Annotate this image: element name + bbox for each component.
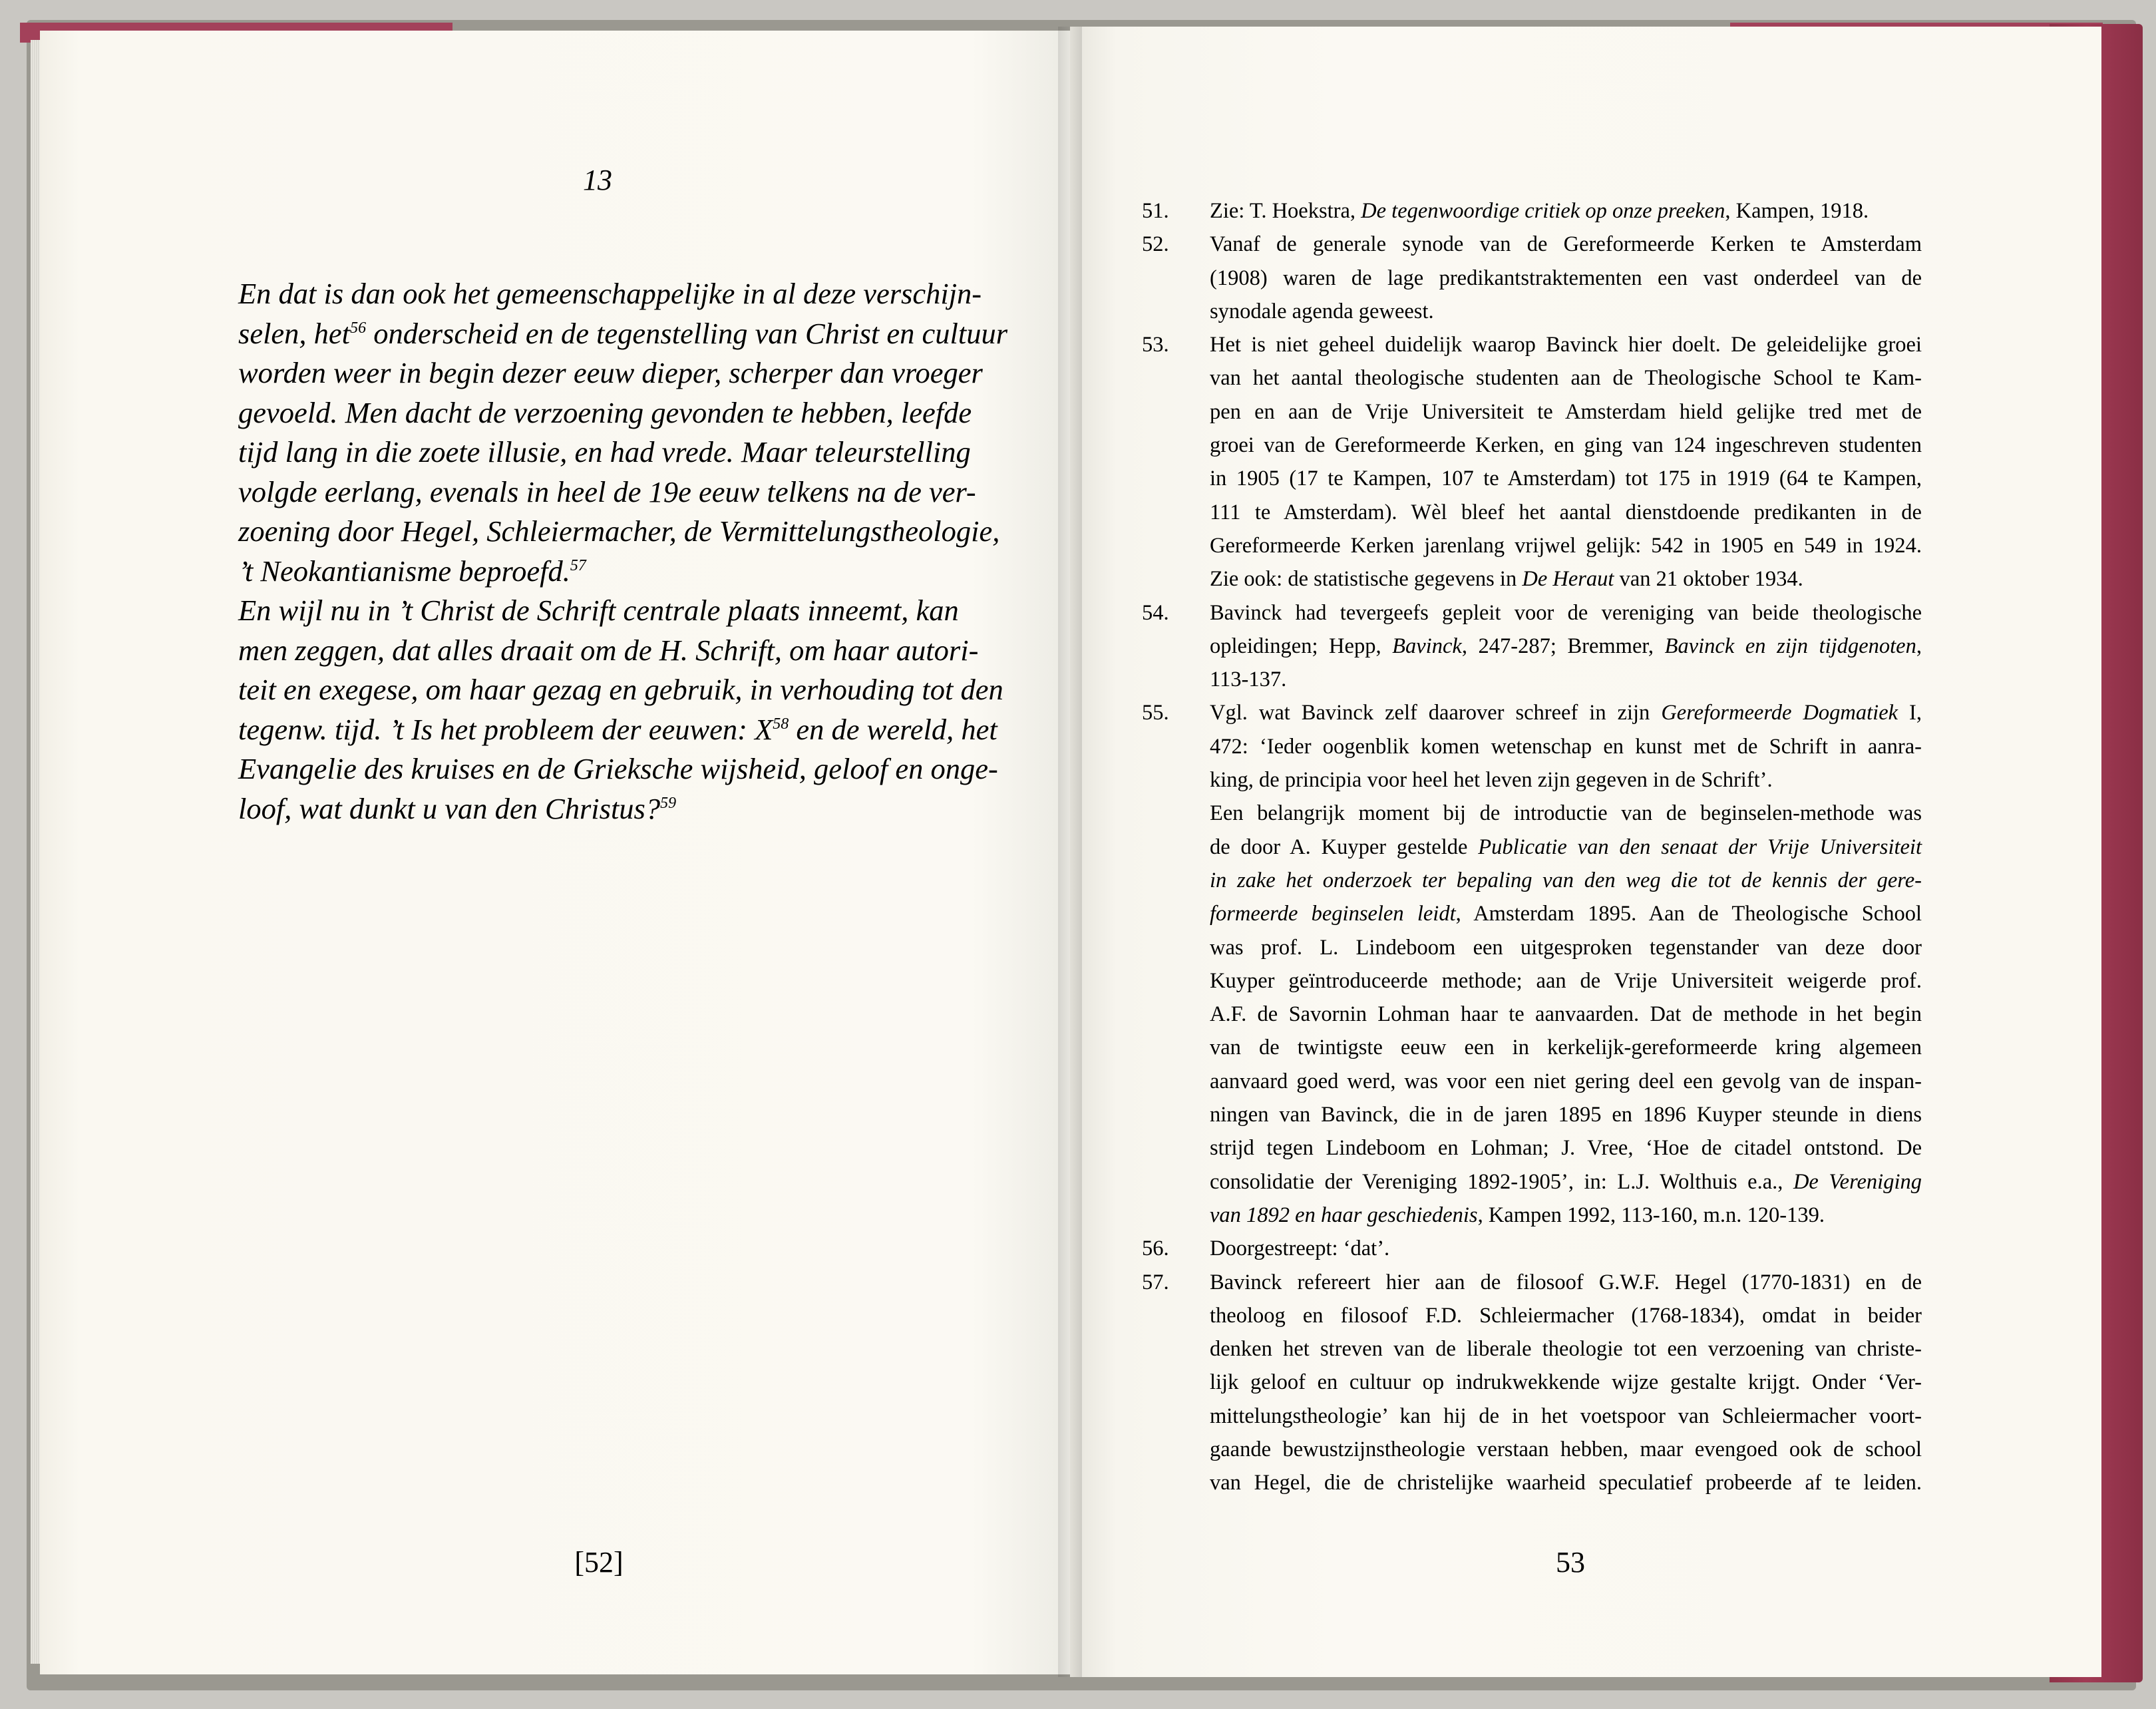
page-number-left: [52] <box>574 1546 624 1579</box>
text-run: king, de principia voor heel het leven zijn gegeven in de Schrift’. <box>1210 768 1773 793</box>
footnote-body <box>1210 328 1922 596</box>
footnote-body <box>1210 596 1922 697</box>
footnote-line <box>1210 228 1922 261</box>
footnote-line <box>1210 897 1922 930</box>
footnote-line <box>1210 998 1922 1031</box>
footnote-number: 51. <box>1142 199 1169 223</box>
text-run: Evangelie des kruises en de Grieksche wijsheid, geloof en onge- <box>238 752 998 785</box>
italic-title: De Vereniging <box>1793 1169 1922 1194</box>
text-run: 113-137. <box>1210 667 1287 692</box>
footnote-body <box>1210 1266 1922 1500</box>
footnote-line <box>1210 1165 1922 1199</box>
footnote-ref: 57 <box>570 556 586 574</box>
text-run: synodale agenda geweest. <box>1210 299 1434 323</box>
footnote-line <box>1210 864 1922 897</box>
text-run: tijd lang in die zoete illusie, en had vrede. Maar teleurstelling <box>238 435 971 469</box>
text-run: Bavinck had tevergeefs gepleit voor de vereniging van beide theologische <box>1210 600 1922 625</box>
text-run: strijd tegen Lindeboom en Lohman; J. Vree, ‘Hoe de citadel ontstond. De <box>1210 1136 1922 1161</box>
quote-text <box>238 274 1008 829</box>
footnote-line <box>1210 529 1922 562</box>
footnote-line <box>1210 496 1922 529</box>
text-run: En wijl nu in ’t Christ de Schrift centrale plaats inneemt, kan <box>238 594 959 627</box>
book-gutter <box>1058 27 1082 1677</box>
footnote-line <box>1210 663 1922 696</box>
text-run: en de wereld, het <box>789 712 997 746</box>
footnote-line <box>1210 1299 1922 1332</box>
footnote-line <box>1210 1466 1922 1499</box>
footnote-line <box>1210 1065 1922 1098</box>
page-number-right: 53 <box>1556 1546 1585 1579</box>
footnote-number: 55. <box>1142 701 1169 725</box>
text-run: van 21 oktober 1934. <box>1614 567 1803 592</box>
footnote-number: 52. <box>1142 232 1169 257</box>
text-run: worden weer in begin dezer eeuw dieper, scherper dan vroeger <box>238 356 983 389</box>
text-run: , 247-287; Bremmer, <box>1461 634 1665 658</box>
footnote-line <box>1210 395 1922 429</box>
quote-line <box>238 591 957 631</box>
text-run: gevoeld. Men dacht de verzoening gevonden te hebben, leefde <box>238 395 972 429</box>
footnote-line <box>1210 831 1922 864</box>
text-run: de door A. Kuyper gestelde <box>1210 835 1479 859</box>
quote-line <box>238 670 1003 710</box>
text-run: teit en exegese, om haar gezag en gebruik, in verhouding tot den <box>238 673 1003 706</box>
quote-line <box>238 749 998 789</box>
text-run: gaande bewustzijnstheologie verstaan hebben, maar evengoed ook de school <box>1210 1437 1922 1461</box>
footnote-line <box>1210 696 1922 729</box>
text-run: zoening door Hegel, Schleiermacher, de Vermittelungstheologie, <box>238 514 1000 548</box>
text-run: van de twintigste eeuw een in kerkelijk-gereformeerde kring algemeen <box>1210 1036 1922 1060</box>
text-run: I, <box>1898 701 1922 725</box>
text-run: Kuyper geïntroduceerde methode; aan de Vrije Universiteit weigerde prof. <box>1210 968 1922 993</box>
text-run: mittelungstheologie’ kan hij de in het voetspoor van Schleiermacher voort- <box>1210 1404 1922 1428</box>
footnote-line <box>1210 262 1922 295</box>
text-run: men zeggen, dat alles draait om de H. Schrift, om haar autori- <box>238 633 979 667</box>
text-run: volgde eerlang, evenals in heel de 19e eeuw telkens na de ver- <box>238 475 976 508</box>
footnote-body <box>1210 696 1922 1232</box>
footnote-line <box>1210 194 1922 228</box>
italic-title: De Heraut <box>1522 567 1614 592</box>
text-run: Een belangrijk moment bij de introductie van de beginselen-methode was <box>1210 801 1922 826</box>
text-run: A.F. de Savornin Lohman haar te aanvaarden. Dat de methode in het begin <box>1210 1002 1922 1027</box>
text-run: van Hegel, die de christelijke waarheid speculatief probeerde af te leiden. <box>1210 1471 1922 1495</box>
footnote-number: 56. <box>1142 1236 1169 1261</box>
footnote-line <box>1210 328 1922 361</box>
footnote-line <box>1210 361 1922 395</box>
footnote <box>1142 596 1922 697</box>
footnote-line <box>1210 964 1922 998</box>
text-run: , Kampen, 1918. <box>1725 199 1869 223</box>
italic-title: van 1892 en haar geschiedenis <box>1210 1203 1478 1227</box>
footnote-line <box>1210 630 1922 663</box>
italic-title: De tegenwoordige critiek op onze preeken <box>1361 199 1725 223</box>
footnote-line <box>1210 1131 1922 1165</box>
italic-title: Bavinck en zijn tijdgenoten <box>1664 634 1916 658</box>
text-run: Bavinck refereert hier aan de filosoof G.W.F. Hegel (1770-1831) en de <box>1210 1270 1922 1294</box>
text-run: Doorgestreept: ‘dat’. <box>1210 1236 1390 1261</box>
quote-line <box>238 512 1000 552</box>
italic-title: Gereformeerde Dogmatiek <box>1661 701 1898 725</box>
footnote-ref: 56 <box>350 319 367 337</box>
text-run: pen en aan de Vrije Universiteit te Amsterdam hield gelijke tred met de <box>1210 399 1922 424</box>
text-run: En dat is dan ook het gemeenschappelijke in al deze verschijn- <box>238 277 982 310</box>
footnote-line <box>1210 1400 1922 1433</box>
text-run: consolidatie der Vereniging 1892-1905’, in: L.J. Wolthuis e.a., <box>1210 1169 1793 1194</box>
text-run: , Amsterdam 1895. Aan de Theologische School <box>1455 902 1922 926</box>
text-run: Vgl. wat Bavinck zelf daarover schreef in zijn <box>1210 701 1662 725</box>
footnote <box>1142 1266 1922 1500</box>
footnote-line <box>1210 1199 1922 1232</box>
quote-line <box>238 710 997 750</box>
text-run: in 1905 (17 te Kampen, 107 te Amsterdam) tot 175 in 1919 (64 te Kampen, <box>1210 467 1922 491</box>
footnote-line <box>1210 1433 1922 1466</box>
footnote-line <box>1210 429 1922 462</box>
text-run: denken het streven van de liberale theologie tot een verzoening van christe- <box>1210 1337 1922 1362</box>
text-run: (1908) waren de lage predikantstraktementen een vast onderdeel van de <box>1210 266 1922 290</box>
text-run: lijk geloof en cultuur op indrukwekkende wijze gestalte krijgt. Onder ‘Ver- <box>1210 1370 1922 1395</box>
text-run: Zie: T. Hoekstra, <box>1210 199 1361 223</box>
italic-title: Publicatie van den senaat der Vrije Universiteit <box>1478 835 1922 859</box>
quote-line <box>238 631 979 671</box>
text-run: Vanaf de generale synode van de Gereformeerde Kerken te Amsterdam <box>1210 232 1922 257</box>
footnote-body <box>1210 1232 1922 1265</box>
quote-line <box>238 274 982 314</box>
footnote-ref: 59 <box>660 794 677 812</box>
italic-title: Bavinck <box>1392 634 1462 658</box>
text-run: ’t Neokantianisme beproefd. <box>238 554 570 588</box>
text-run: tegenw. tijd. ’t Is het probleem der eeuwen: X <box>238 712 773 746</box>
chapter-number: 13 <box>583 164 612 196</box>
footnote-ref: 58 <box>773 715 789 733</box>
quote-line <box>238 314 1008 354</box>
text-run: , Kampen 1992, 113-160, m.n. 120-139. <box>1477 1203 1825 1227</box>
text-run: theoloog en filosoof F.D. Schleiermacher (1768-1834), omdat in beider <box>1210 1303 1922 1328</box>
footnote-body <box>1210 228 1922 328</box>
quote-line <box>238 789 957 829</box>
text-run: Zie ook: de statistische gegevens in <box>1210 567 1523 592</box>
italic-title: formeerde beginselen leidt <box>1210 902 1456 926</box>
footnote-body <box>1210 194 1922 228</box>
italic-title: in zake het onderzoek ter bepaling van den weg die tot de kennis der gere- <box>1210 868 1922 892</box>
footnote-line <box>1210 797 1922 830</box>
footnote-number: 53. <box>1142 333 1169 357</box>
quote-line <box>238 353 983 393</box>
text-run: opleidingen; Hepp, <box>1210 634 1393 658</box>
footnote <box>1142 228 1922 328</box>
footnote-line <box>1210 1232 1922 1265</box>
text-run: aanvaard goed werd, was voor een niet gering deel een gevolg van de inspan- <box>1210 1069 1922 1093</box>
text-run: , <box>1916 634 1922 658</box>
quote-line <box>238 552 957 592</box>
footnote-line <box>1210 931 1922 964</box>
text-run: 472: ‘Ieder oogenblik komen wetenschap en kunst met de Schrift in aanra- <box>1210 734 1922 759</box>
footnote-line <box>1210 1332 1922 1366</box>
text-run: Het is niet geheel duidelijk waarop Bavinck hier doelt. De geleidelijke groei <box>1210 333 1922 357</box>
footnote-line <box>1210 1266 1922 1299</box>
footnote <box>1142 696 1922 1232</box>
footnotes-list <box>1142 194 1922 1500</box>
footnote-line <box>1210 596 1922 630</box>
footnote-line <box>1210 1098 1922 1131</box>
footnote-line <box>1210 462 1922 495</box>
footnote-number: 57. <box>1142 1270 1169 1294</box>
footnote-line <box>1210 730 1922 763</box>
text-run: ningen van Bavinck, die in de jaren 1895 en 1896 Kuyper steunde in diens <box>1210 1103 1922 1127</box>
text-run: groei van de Gereformeerde Kerken, en ging van 124 ingeschreven studenten <box>1210 433 1922 458</box>
footnote-line <box>1210 562 1922 596</box>
footnote <box>1142 328 1922 596</box>
text-run: Gereformeerde Kerken jarenlang vrijwel gelijk: 542 in 1905 en 549 in 1924. <box>1210 533 1922 558</box>
text-run: loof, wat dunkt u van den Christus? <box>238 791 661 825</box>
quote-line <box>238 393 972 433</box>
footnote <box>1142 1232 1922 1265</box>
quote-line <box>238 473 976 512</box>
footnote-number: 54. <box>1142 600 1169 625</box>
text-run: van het aantal theologische studenten aan de Theologische School te Kam- <box>1210 366 1922 391</box>
footnote <box>1142 194 1922 228</box>
text-run: 111 te Amsterdam). Wèl bleef het aantal dienstdoende predikanten in de <box>1210 500 1922 524</box>
footnote-line <box>1210 295 1922 328</box>
footnote-line <box>1210 763 1922 797</box>
footnote-line <box>1210 1031 1922 1064</box>
text-run: selen, het <box>238 316 351 350</box>
footnote-line <box>1210 1366 1922 1399</box>
text-run: onderscheid en de tegenstelling van Christ en cultuur <box>366 316 1008 350</box>
text-run: was prof. L. Lindeboom een uitgesproken tegenstander van deze door <box>1210 935 1922 960</box>
quote-line <box>238 433 971 473</box>
